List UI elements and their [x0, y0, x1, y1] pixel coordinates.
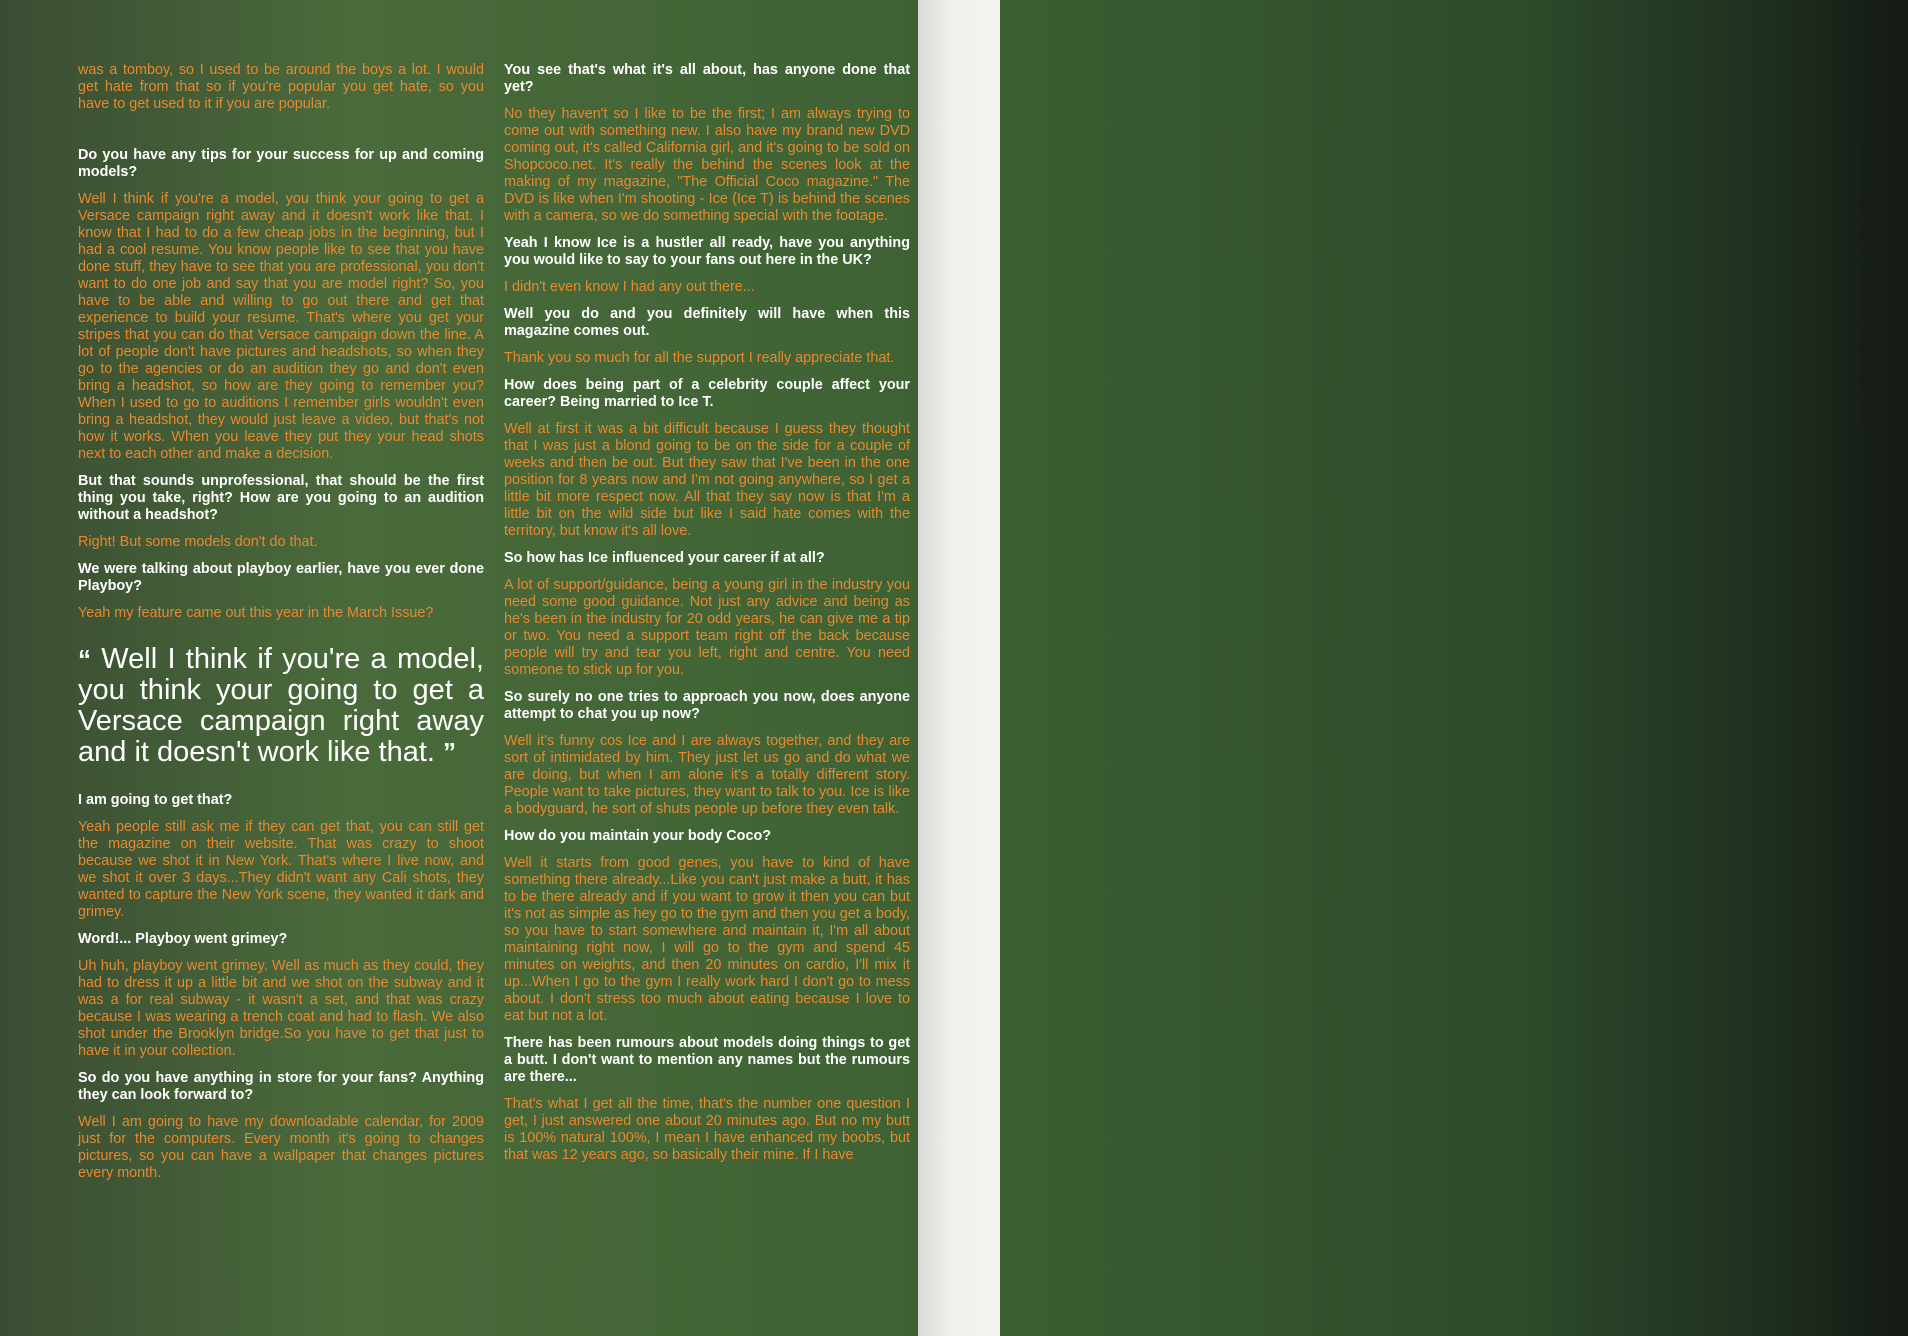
pull-quote	[78, 644, 484, 768]
answer: Yeah people still ask me if they can get that, you can still get the magazine on their website. That was crazy to shoot because we shot it in New York. That's where I live now, and we shot it over 3 days...They didn't want any Cali shots, they wanted to capture the New York scene, they wanted it dark and grimey.	[78, 819, 484, 920]
answer: A lot of support/guidance, being a young girl in the industry you need some good guidance. Not just any advice and being as he's been in the industry for 20 odd years, he can give me a tip or two. You need a support team right off the back because people will try and tear you left, right and centre. You need someone to stick up for you.	[504, 577, 910, 678]
answer: That's what I get all the time, that's the number one question I get, I just answered one about 20 minutes ago. But no my butt is 100% natural 100%, I mean I have enhanced my boobs, but that was 12 years ago, so basically their mine. If I have	[504, 1096, 910, 1163]
answer: Well it starts from good genes, you have to kind of have something there already...Like you can't just make a butt, it has to be there already and if you want to grow it then you can but it's not as simple as hey go to the gym and then you get a body, so you have to start somewhere and maintain it, I'm all about maintaining right now, I will go to the gym and spend 45 minutes on weights, and then 20 minutes on cardio, I'll mix it up...When I go to the gym I really work hard I don't go to mess about. I don't stress too much about eating because I love to eat but not a lot.	[504, 855, 910, 1024]
question: I am going to get that?	[78, 792, 233, 808]
question: How does being part of a celebrity couple affect your career? Being married to Ice T.	[504, 377, 910, 410]
question: So do you have anything in store for your fans? Anything they can look forward to?	[78, 1070, 484, 1103]
answer: Well I am going to have my downloadable calendar, for 2009 just for the computers. Every month it's going to changes pictures, so you can have a wallpaper that changes pictures every month.	[78, 1114, 484, 1181]
answer: Well it's funny cos Ice and I are always together, and they are sort of intimidated by him. They just let us go and do what we are doing, but when I am alone it's a totally different story. People want to take pictures, they want to talk to you. Ice is like a bodyguard, he sort of shuts people up before they even talk.	[504, 733, 910, 817]
answer: Uh huh, playboy went grimey. Well as much as they could, they had to dress it up a little bit and we shot on the subway and it was a for real subway - it wasn't a set, and that was crazy because I was wearing a trench coat and had to flash. We also shot under the Brooklyn bridge.So you have to get that just to have it in your collection.	[78, 958, 484, 1059]
question: Word!... Playboy went grimey?	[78, 931, 288, 947]
question: So surely no one tries to approach you now, does anyone attempt to chat you up now?	[504, 689, 910, 722]
question: How do you maintain your body Coco?	[504, 828, 772, 844]
answer: I didn't even know I had any out there...	[504, 279, 755, 295]
question: But that sounds unprofessional, that should be the first thing you take, right? How are you going to an audition without a headshot?	[78, 473, 484, 523]
question: We were talking about playboy earlier, have you ever done Playboy?	[78, 561, 484, 594]
answer: Well I think if you're a model, you think your going to get a Versace campaign right away and it doesn't work like that. I know that I had to do a few cheap jobs in the beginning, but I had a cool resume. You know people like to see that you have done stuff, they have to see that you are professional, you don't want to do one job and say that you are model right? So, you have to be able and willing to go out there and get that experience to build your resume. That's where you get your stripes that you can do that Versace campaign down the line. A lot of people don't have pictures and headshots, so when they go to the agencies or do an audition they go and don't even bring a headshot, so how are they going to remember you? When I used to go to auditions I remember girls wouldn't even bring a headshot, they would just leave a video, but that's not how it works. When you leave they put they your head shots next to each other and make a decision.	[78, 191, 484, 462]
question: You see that's what it's all about, has anyone done that yet?	[504, 62, 910, 95]
pull-quote-text: Well I think if you're a model, you think your going to get a Versace campaign right away and it doesn't work like that.	[78, 643, 484, 768]
open-quote-mark: “	[78, 644, 91, 674]
left-column	[78, 62, 484, 1192]
answer: Well at first it was a bit difficult because I guess they thought that I was just a blond going to be on the side for a couple of weeks and then be out. But they saw that I've been in the one position for 8 years now and I'm not going anywhere, so I get a little bit more respect now. All that they say now is that I'm a little bit on the wild side but like I said hate comes with the territory, but know it's all love.	[504, 421, 910, 539]
question: There has been rumours about models doing things to get a butt. I don't want to mention any names but the rumours are there...	[504, 1035, 910, 1085]
continued-label: ...continued	[1849, 145, 1907, 426]
question: Yeah I know Ice is a hustler all ready, have you anything you would like to say to your fans out here in the UK?	[504, 235, 910, 268]
question: Well you do and you definitely will have when this magazine comes out.	[504, 306, 910, 339]
close-quote-mark: ”	[443, 737, 457, 767]
answer: Right! But some models don't do that.	[78, 534, 318, 550]
answer: No they haven't so I like to be the first; I am always trying to come out with something new. I also have my brand new DVD coming out, it's called California girl, and it's going to be sold on Shopcoco.net. It's really the behind the scenes look at the making of my magazine, "The Official Coco magazine." The DVD is like when I'm shooting - Ice (Ice T) is behind the scenes with a camera, so we do something special with the footage.	[504, 106, 910, 224]
question: Do you have any tips for your success for up and coming models?	[78, 147, 484, 180]
right-column	[504, 62, 910, 1174]
answer: Yeah my feature came out this year in the March Issue?	[78, 605, 434, 621]
intro-answer: was a tomboy, so I used to be around the boys a lot. I would get hate from that so if you're popular you get hate, so you have to get used to it if you are popular.	[78, 62, 484, 112]
question: So how has Ice influenced your career if at all?	[504, 550, 825, 566]
answer: Thank you so much for all the support I really appreciate that.	[504, 350, 895, 366]
sidebar-strip	[918, 0, 1907, 1336]
